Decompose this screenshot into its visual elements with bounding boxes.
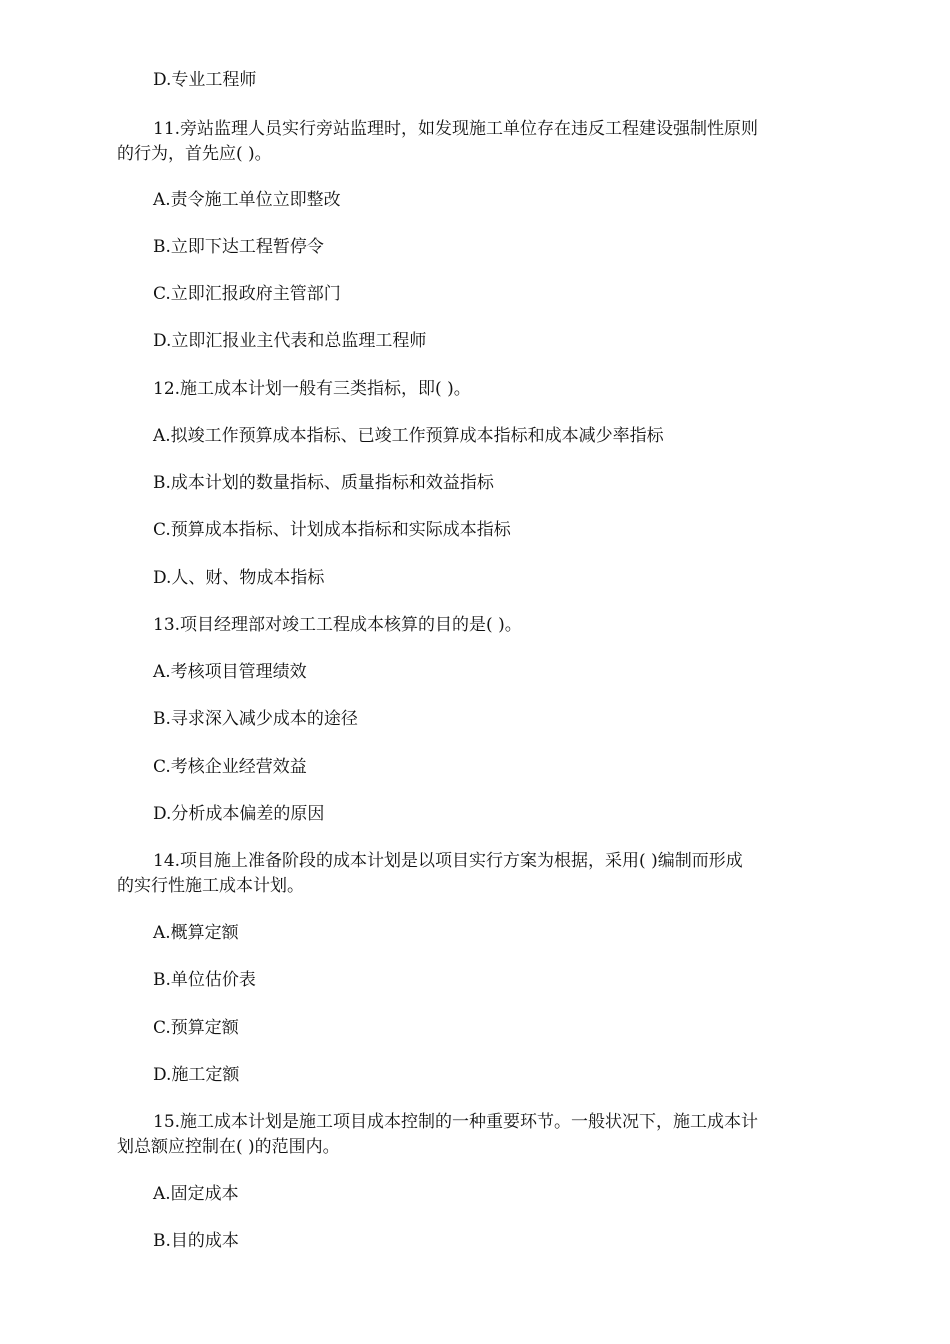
q15-stem-line-2: 划总额应控制在( )的范围内。 [117, 1137, 340, 1157]
q12-option-d: D.人、财、物成本指标 [153, 568, 325, 588]
q14-stem-line-1: 14.项目施上准备阶段的成本计划是以项目实行方案为根据，采用( )编制而形成 [153, 851, 743, 871]
q11-stem-line-1: 11.旁站监理人员实行旁站监理时，如发现施工单位存在违反工程建设强制性原则 [153, 119, 759, 139]
q11-option-d: D.立即汇报业主代表和总监理工程师 [153, 331, 427, 351]
q15-stem-line-1: 15.施工成本计划是施工项目成本控制的一种重要环节。一般状况下，施工成本计 [153, 1112, 759, 1132]
q14-option-c: C.预算定额 [153, 1018, 239, 1038]
q12-option-c: C.预算成本指标、计划成本指标和实际成本指标 [153, 520, 511, 540]
q13-option-a: A.考核项目管理绩效 [153, 662, 307, 682]
q12-option-b: B.成本计划的数量指标、质量指标和效益指标 [153, 473, 494, 493]
q12-option-a: A.拟竣工作预算成本指标、已竣工作预算成本指标和成本减少率指标 [153, 426, 664, 446]
q12-stem: 12.施工成本计划一般有三类指标，即( )。 [153, 379, 471, 399]
q15-option-b: B.目的成本 [153, 1231, 239, 1251]
q11-stem-line-2: 的行为，首先应( )。 [117, 144, 272, 164]
q15-option-a: A.固定成本 [153, 1184, 239, 1204]
q14-option-d: D.施工定额 [153, 1065, 240, 1085]
q11-option-b: B.立即下达工程暂停令 [153, 237, 324, 257]
q13-option-b: B.寻求深入减少成本的途径 [153, 709, 358, 729]
q11-option-a: A.责令施工单位立即整改 [153, 190, 341, 210]
q13-option-c: C.考核企业经营效益 [153, 757, 307, 777]
q13-option-d: D.分析成本偏差的原因 [153, 804, 325, 824]
q14-stem-line-2: 的实行性施工成本计划。 [117, 876, 304, 896]
q11-option-c: C.立即汇报政府主管部门 [153, 284, 341, 304]
q10-option-d: D.专业工程师 [153, 70, 257, 90]
q14-option-a: A.概算定额 [153, 923, 239, 943]
q13-stem: 13.项目经理部对竣工工程成本核算的目的是( )。 [153, 615, 522, 635]
q14-option-b: B.单位估价表 [153, 970, 256, 990]
